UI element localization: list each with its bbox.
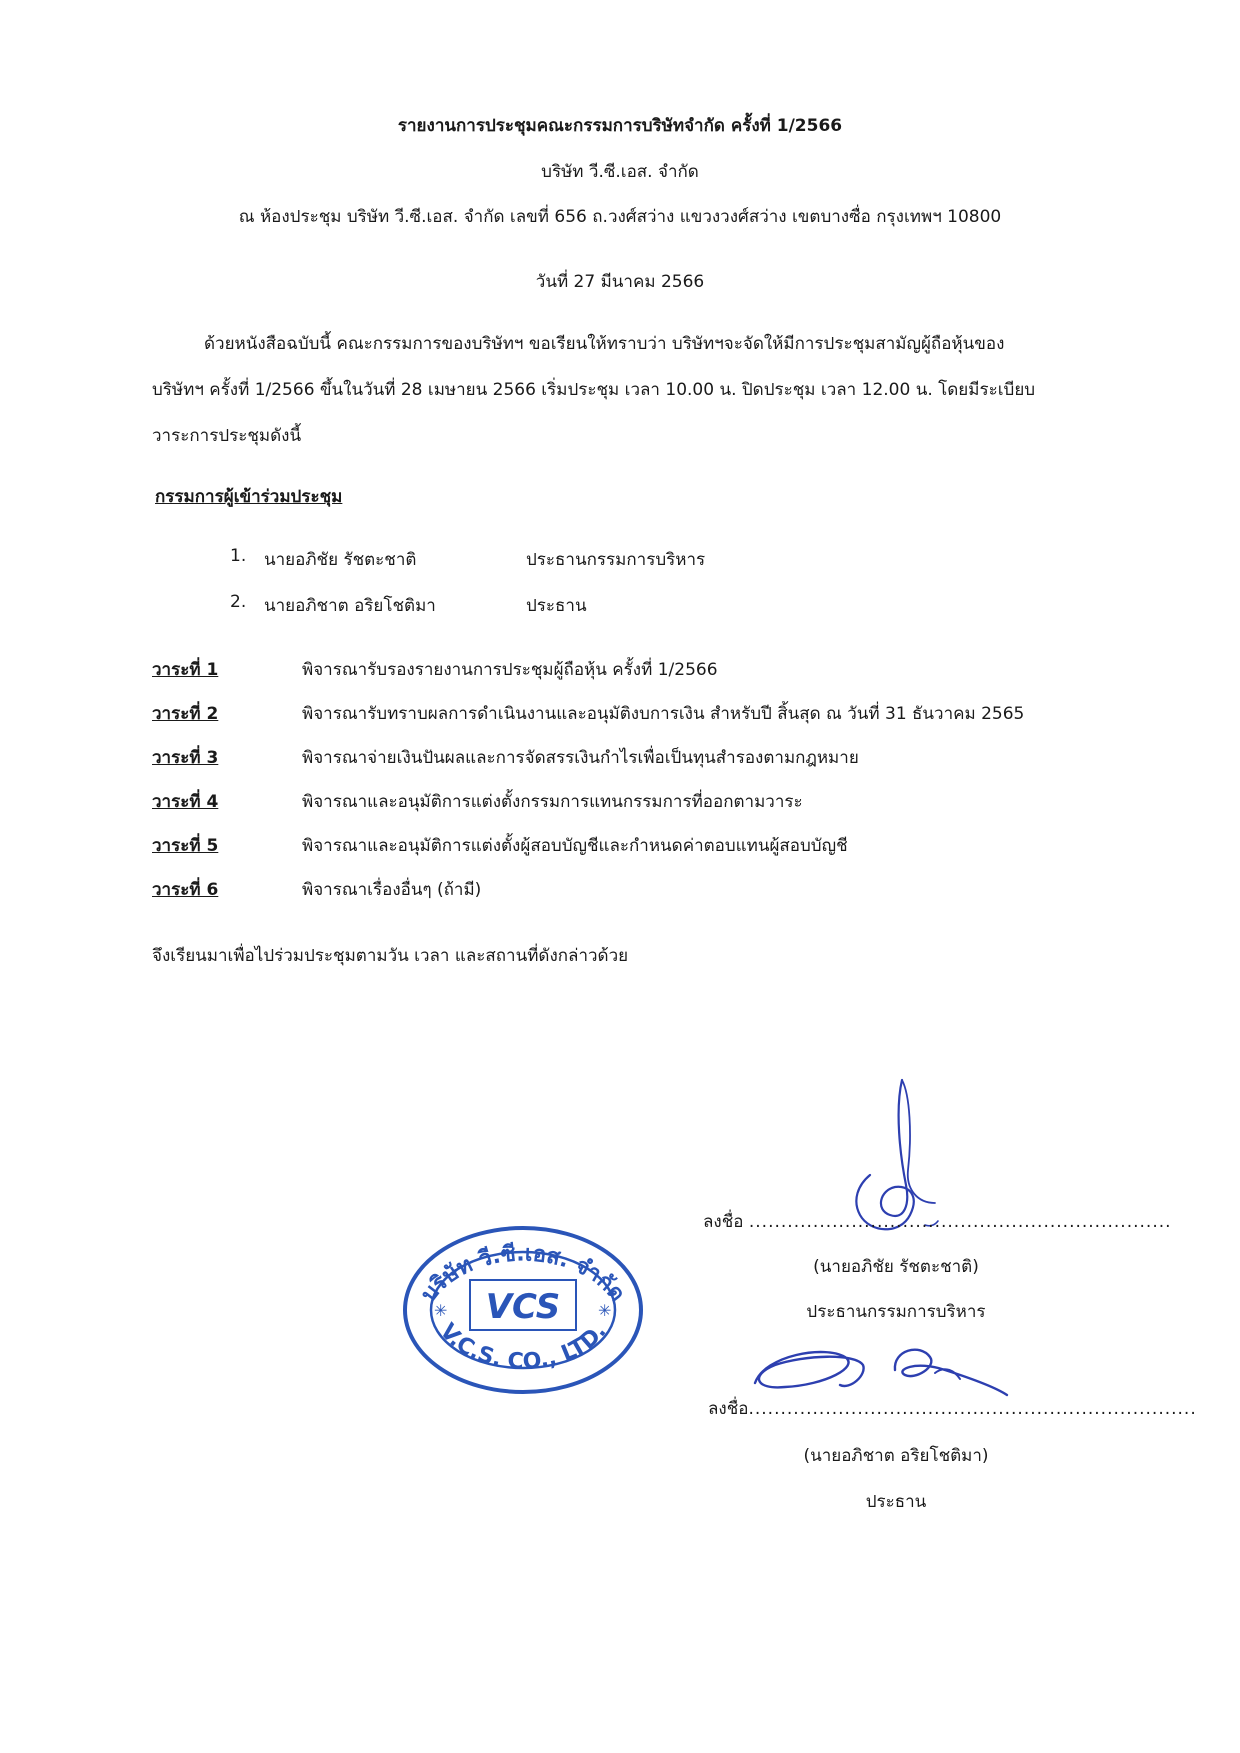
stamp-logo-text: VCS: [485, 1287, 561, 1327]
stamp-top-text: บริษัท วี.ซี.เอส. จำกัด: [416, 1241, 630, 1307]
signatory-2-name: (นายอภิชาต อริยโชติมา): [803, 1446, 989, 1466]
agenda-label: วาระที่ 3: [152, 748, 219, 768]
sign-label: ลงชื่อ: [708, 1399, 749, 1419]
signatory-1-name: (นายอภิชัย รัชตะชาติ): [813, 1257, 979, 1277]
agenda-label: วาระที่ 2: [152, 704, 219, 724]
signature-2-line: [708, 1395, 1197, 1422]
signature-dots: ......................................................................: [748, 1399, 1197, 1419]
attendee-name: นายอภิชัย รัชตะชาติ: [264, 550, 417, 570]
attendee-role: ประธานกรรมการบริหาร: [526, 550, 706, 570]
agenda-label: วาระที่ 5: [152, 836, 219, 856]
signature-1-line: [703, 1208, 1172, 1235]
intro-line-3: วาระการประชุมดังนี้: [152, 426, 302, 446]
agenda-label: วาระที่ 6: [152, 880, 219, 900]
attendees-heading: กรรมการผู้เข้าร่วมประชุม: [155, 487, 343, 507]
company-stamp-icon: [398, 1220, 648, 1400]
stamp-bottom-text: V.C.S. CO., LTD.: [434, 1319, 612, 1375]
agenda-text: พิจารณาเรื่องอื่นๆ (ถ้ามี): [302, 880, 482, 900]
stamp-star-right-icon: ✳: [598, 1301, 612, 1320]
intro-line-2: บริษัทฯ ครั้งที่ 1/2566 ขึ้นในวันที่ 28 เมษายน 2566 เริ่มประชุม เวลา 10.00 น. ปิดประชุม เวลา 12.00 น. โดยมีระเบียบ: [152, 380, 1036, 400]
signatory-1-title: ประธานกรรมการบริหาร: [806, 1302, 986, 1322]
attendee-role: ประธาน: [526, 596, 587, 616]
closing-statement: จึงเรียนมาเพื่อไปร่วมประชุมตามวัน เวลา และสถานที่ดังกล่าวด้วย: [152, 946, 629, 966]
intro-line-1: ด้วยหนังสือฉบับนี้ คณะกรรมการของบริษัทฯ ขอเรียนให้ทราบว่า บริษัทฯจะจัดให้มีการประชุมสามัญผู้ถือหุ้นของ: [204, 334, 1005, 354]
attendee-name: นายอภิชาต อริยโชติมา: [264, 596, 436, 616]
agenda-text: พิจารณาจ่ายเงินปันผลและการจัดสรรเงินกำไรเพื่อเป็นทุนสำรองตามกฎหมาย: [302, 748, 859, 768]
signatory-2-title: ประธาน: [865, 1492, 927, 1512]
agenda-label: วาระที่ 1: [152, 660, 219, 680]
agenda-text: พิจารณาและอนุมัติการแต่งตั้งผู้สอบบัญชีและกำหนดค่าตอบแทนผู้สอบบัญชี: [302, 836, 848, 856]
meeting-date: วันที่ 27 มีนาคม 2566: [535, 272, 705, 292]
signature-dots: ..................................................................: [748, 1212, 1172, 1232]
attendee-number: 2.: [230, 592, 247, 612]
agenda-text: พิจารณารับทราบผลการดำเนินงานและอนุมัติงบการเงิน สำหรับปี สิ้นสุด ณ วันที่ 31 ธันวาคม 2565: [302, 704, 1025, 724]
stamp-star-left-icon: ✳: [434, 1301, 448, 1320]
sign-label: ลงชื่อ: [703, 1212, 744, 1232]
agenda-label: วาระที่ 4: [152, 792, 219, 812]
document-title: รายงานการประชุมคณะกรรมการบริษัทจำกัด ครั้งที่ 1/2566: [397, 116, 843, 136]
company-name: บริษัท วี.ซี.เอส. จำกัด: [541, 162, 699, 182]
meeting-location: ณ ห้องประชุม บริษัท วี.ซี.เอส. จำกัด เลขที่ 656 ถ.วงศ์สว่าง แขวงวงศ์สว่าง เขตบางซื่อ กรุงเทพฯ 10800: [238, 207, 1002, 227]
agenda-text: พิจารณาและอนุมัติการแต่งตั้งกรรมการแทนกรรมการที่ออกตามวาระ: [302, 792, 803, 812]
attendee-number: 1.: [230, 546, 247, 566]
agenda-text: พิจารณารับรองรายงานการประชุมผู้ถือหุ้น ครั้งที่ 1/2566: [302, 660, 718, 680]
